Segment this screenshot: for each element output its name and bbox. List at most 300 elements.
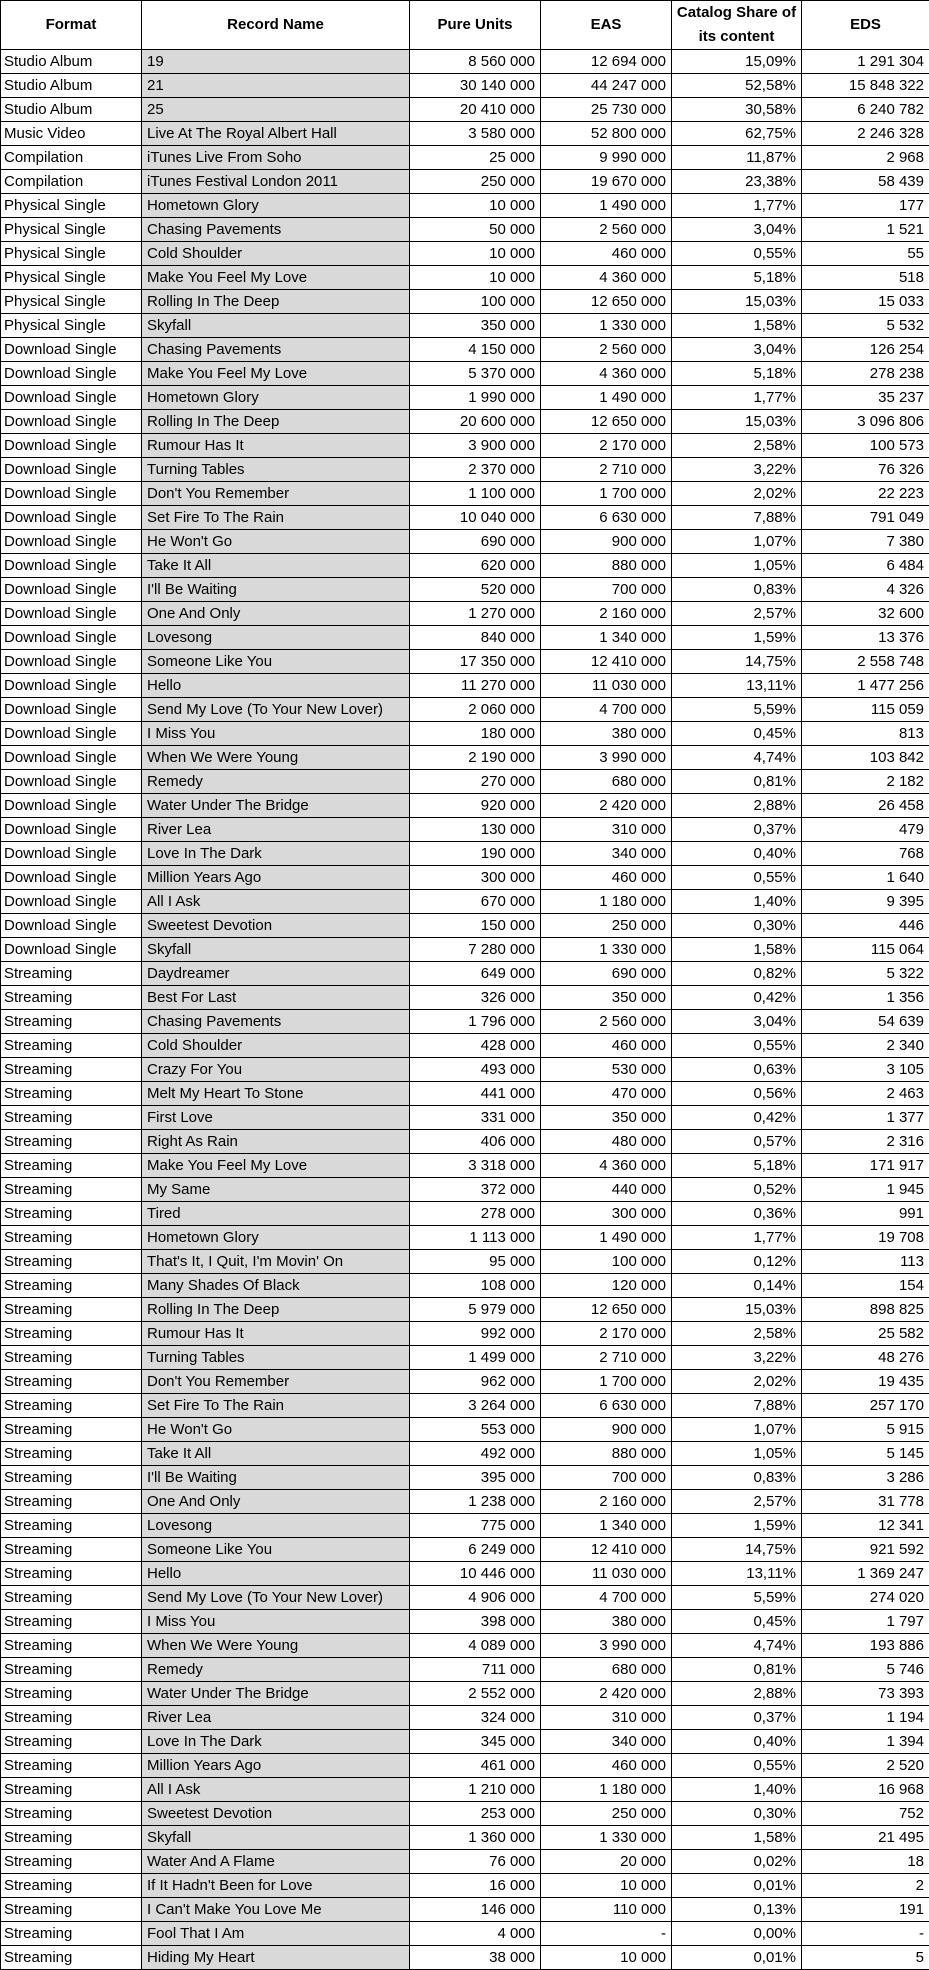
cell-format: Download Single — [1, 698, 142, 722]
cell-format: Streaming — [1, 1850, 142, 1874]
table-row — [1, 362, 929, 386]
table-row — [1, 98, 929, 122]
cell-pure-units: 690 000 — [410, 530, 541, 554]
cell-record-name: Remedy — [142, 770, 410, 794]
cell-pure-units: 1 990 000 — [410, 386, 541, 410]
cell-eas: 690 000 — [541, 962, 672, 986]
table-row — [1, 410, 929, 434]
cell-catalog-share: 1,05% — [672, 554, 802, 578]
cell-pure-units: 4 000 — [410, 1922, 541, 1946]
cell-pure-units: 350 000 — [410, 314, 541, 338]
cell-pure-units: 278 000 — [410, 1202, 541, 1226]
cell-format: Download Single — [1, 722, 142, 746]
cell-eds: 4 326 — [802, 578, 929, 602]
cell-pure-units: 100 000 — [410, 290, 541, 314]
table-row — [1, 1082, 929, 1106]
cell-pure-units: 461 000 — [410, 1754, 541, 1778]
cell-pure-units: 406 000 — [410, 1130, 541, 1154]
cell-catalog-share: 30,58% — [672, 98, 802, 122]
cell-pure-units: 10 000 — [410, 242, 541, 266]
cell-eds: 1 640 — [802, 866, 929, 890]
cell-catalog-share: 13,11% — [672, 674, 802, 698]
cell-record-name: iTunes Festival London 2011 — [142, 170, 410, 194]
table-row — [1, 1562, 929, 1586]
cell-format: Download Single — [1, 458, 142, 482]
cell-catalog-share: 0,82% — [672, 962, 802, 986]
cell-pure-units: 620 000 — [410, 554, 541, 578]
cell-pure-units: 775 000 — [410, 1514, 541, 1538]
cell-pure-units: 492 000 — [410, 1442, 541, 1466]
table-row — [1, 1538, 929, 1562]
cell-eas: 1 340 000 — [541, 626, 672, 650]
cell-format: Streaming — [1, 1298, 142, 1322]
table-row — [1, 1130, 929, 1154]
table-row — [1, 1826, 929, 1850]
cell-pure-units: 649 000 — [410, 962, 541, 986]
cell-catalog-share: 52,58% — [672, 74, 802, 98]
cell-eds: 73 393 — [802, 1682, 929, 1706]
cell-pure-units: 345 000 — [410, 1730, 541, 1754]
table-row — [1, 1802, 929, 1826]
cell-eds: 5 746 — [802, 1658, 929, 1682]
cell-record-name: I Miss You — [142, 1610, 410, 1634]
cell-format: Streaming — [1, 1154, 142, 1178]
cell-pure-units: 428 000 — [410, 1034, 541, 1058]
cell-pure-units: 4 150 000 — [410, 338, 541, 362]
cell-format: Streaming — [1, 1034, 142, 1058]
cell-catalog-share: 0,02% — [672, 1850, 802, 1874]
cell-record-name: My Same — [142, 1178, 410, 1202]
cell-catalog-share: 2,88% — [672, 1682, 802, 1706]
cell-record-name: Rumour Has It — [142, 1322, 410, 1346]
cell-eas: 52 800 000 — [541, 122, 672, 146]
cell-pure-units: 253 000 — [410, 1802, 541, 1826]
cell-eds: 1 291 304 — [802, 50, 929, 74]
cell-record-name: Someone Like You — [142, 650, 410, 674]
cell-record-name: Take It All — [142, 1442, 410, 1466]
cell-catalog-share: 0,40% — [672, 842, 802, 866]
cell-pure-units: 11 270 000 — [410, 674, 541, 698]
cell-pure-units: 670 000 — [410, 890, 541, 914]
cell-format: Download Single — [1, 674, 142, 698]
cell-catalog-share: 4,74% — [672, 746, 802, 770]
cell-eas: 1 330 000 — [541, 314, 672, 338]
cell-pure-units: 2 552 000 — [410, 1682, 541, 1706]
cell-eas: 11 030 000 — [541, 1562, 672, 1586]
cell-pure-units: 711 000 — [410, 1658, 541, 1682]
cell-record-name: Chasing Pavements — [142, 1010, 410, 1034]
cell-format: Streaming — [1, 1490, 142, 1514]
cell-catalog-share: 1,40% — [672, 1778, 802, 1802]
cell-eas: 440 000 — [541, 1178, 672, 1202]
table-row — [1, 962, 929, 986]
cell-eds: 16 968 — [802, 1778, 929, 1802]
cell-format: Streaming — [1, 1178, 142, 1202]
cell-format: Streaming — [1, 1706, 142, 1730]
cell-record-name: Lovesong — [142, 626, 410, 650]
cell-format: Streaming — [1, 1202, 142, 1226]
cell-record-name: I'll Be Waiting — [142, 578, 410, 602]
cell-record-name: iTunes Live From Soho — [142, 146, 410, 170]
cell-format: Streaming — [1, 1682, 142, 1706]
cell-catalog-share: 1,59% — [672, 626, 802, 650]
cell-record-name: Send My Love (To Your New Lover) — [142, 698, 410, 722]
cell-eds: 2 463 — [802, 1082, 929, 1106]
cell-catalog-share: 0,01% — [672, 1874, 802, 1898]
cell-format: Download Single — [1, 602, 142, 626]
table-row — [1, 1058, 929, 1082]
cell-pure-units: 2 190 000 — [410, 746, 541, 770]
cell-eas: 2 710 000 — [541, 1346, 672, 1370]
cell-record-name: Set Fire To The Rain — [142, 1394, 410, 1418]
cell-catalog-share: 0,55% — [672, 242, 802, 266]
cell-eas: 100 000 — [541, 1250, 672, 1274]
table-row — [1, 626, 929, 650]
cell-catalog-share: 5,18% — [672, 362, 802, 386]
header-eds: EDS — [802, 1, 929, 50]
cell-eds: 58 439 — [802, 170, 929, 194]
cell-record-name: Lovesong — [142, 1514, 410, 1538]
cell-format: Streaming — [1, 1802, 142, 1826]
cell-format: Physical Single — [1, 314, 142, 338]
table-row — [1, 1610, 929, 1634]
table-row — [1, 1322, 929, 1346]
cell-format: Streaming — [1, 1658, 142, 1682]
cell-eas: 10 000 — [541, 1946, 672, 1970]
cell-record-name: 21 — [142, 74, 410, 98]
cell-eas: 530 000 — [541, 1058, 672, 1082]
cell-eas: 300 000 — [541, 1202, 672, 1226]
cell-record-name: Daydreamer — [142, 962, 410, 986]
table-row — [1, 170, 929, 194]
cell-eas: 250 000 — [541, 914, 672, 938]
table-row — [1, 1394, 929, 1418]
cell-record-name: Cold Shoulder — [142, 242, 410, 266]
table-row — [1, 122, 929, 146]
cell-format: Streaming — [1, 1418, 142, 1442]
cell-eas: 4 360 000 — [541, 266, 672, 290]
cell-pure-units: 76 000 — [410, 1850, 541, 1874]
cell-record-name: Rolling In The Deep — [142, 410, 410, 434]
cell-catalog-share: 5,59% — [672, 1586, 802, 1610]
cell-eas: 1 330 000 — [541, 938, 672, 962]
cell-format: Streaming — [1, 1634, 142, 1658]
cell-catalog-share: 3,04% — [672, 338, 802, 362]
table-row — [1, 482, 929, 506]
cell-eds: 5 — [802, 1946, 929, 1970]
cell-pure-units: 553 000 — [410, 1418, 541, 1442]
table-row — [1, 1154, 929, 1178]
cell-pure-units: 992 000 — [410, 1322, 541, 1346]
cell-format: Download Single — [1, 866, 142, 890]
table-row — [1, 986, 929, 1010]
cell-eds: 752 — [802, 1802, 929, 1826]
cell-pure-units: 5 979 000 — [410, 1298, 541, 1322]
cell-catalog-share: 15,03% — [672, 410, 802, 434]
cell-record-name: He Won't Go — [142, 1418, 410, 1442]
cell-eds: 2 520 — [802, 1754, 929, 1778]
cell-eds: - — [802, 1922, 929, 1946]
cell-catalog-share: 2,58% — [672, 434, 802, 458]
table-row — [1, 1754, 929, 1778]
cell-format: Streaming — [1, 1058, 142, 1082]
cell-eas: 350 000 — [541, 1106, 672, 1130]
table-row — [1, 1034, 929, 1058]
cell-eds: 25 582 — [802, 1322, 929, 1346]
cell-format: Streaming — [1, 1226, 142, 1250]
cell-eas: 19 670 000 — [541, 170, 672, 194]
cell-eas: 480 000 — [541, 1130, 672, 1154]
cell-eas: 380 000 — [541, 722, 672, 746]
cell-catalog-share: 0,37% — [672, 818, 802, 842]
cell-format: Streaming — [1, 1874, 142, 1898]
cell-eds: 6 484 — [802, 554, 929, 578]
cell-eas: 340 000 — [541, 1730, 672, 1754]
cell-pure-units: 146 000 — [410, 1898, 541, 1922]
cell-record-name: Hometown Glory — [142, 386, 410, 410]
cell-format: Compilation — [1, 146, 142, 170]
table-row — [1, 1178, 929, 1202]
table-row — [1, 890, 929, 914]
cell-eas: 2 160 000 — [541, 602, 672, 626]
cell-eas: 1 700 000 — [541, 482, 672, 506]
cell-catalog-share: 2,58% — [672, 1322, 802, 1346]
cell-catalog-share: 0,42% — [672, 986, 802, 1010]
cell-eds: 31 778 — [802, 1490, 929, 1514]
cell-pure-units: 326 000 — [410, 986, 541, 1010]
cell-pure-units: 5 370 000 — [410, 362, 541, 386]
cell-format: Download Single — [1, 794, 142, 818]
cell-catalog-share: 0,40% — [672, 1730, 802, 1754]
cell-catalog-share: 1,05% — [672, 1442, 802, 1466]
cell-format: Download Single — [1, 914, 142, 938]
cell-format: Download Single — [1, 362, 142, 386]
cell-eas: 310 000 — [541, 818, 672, 842]
cell-format: Streaming — [1, 1442, 142, 1466]
cell-eas: 1 700 000 — [541, 1370, 672, 1394]
cell-format: Streaming — [1, 1394, 142, 1418]
cell-eas: 11 030 000 — [541, 674, 672, 698]
cell-record-name: Send My Love (To Your New Lover) — [142, 1586, 410, 1610]
cell-format: Streaming — [1, 1946, 142, 1970]
cell-eds: 5 915 — [802, 1418, 929, 1442]
cell-record-name: Hello — [142, 674, 410, 698]
cell-eds: 126 254 — [802, 338, 929, 362]
cell-eds: 5 322 — [802, 962, 929, 986]
cell-eds: 898 825 — [802, 1298, 929, 1322]
table-row — [1, 1658, 929, 1682]
cell-eds: 6 240 782 — [802, 98, 929, 122]
cell-eds: 1 521 — [802, 218, 929, 242]
cell-eas: 1 330 000 — [541, 1826, 672, 1850]
cell-pure-units: 4 906 000 — [410, 1586, 541, 1610]
cell-catalog-share: 0,63% — [672, 1058, 802, 1082]
table-row — [1, 1850, 929, 1874]
cell-catalog-share: 0,83% — [672, 1466, 802, 1490]
cell-catalog-share: 3,04% — [672, 1010, 802, 1034]
cell-catalog-share: 2,88% — [672, 794, 802, 818]
cell-catalog-share: 0,55% — [672, 1034, 802, 1058]
table-row — [1, 1946, 929, 1970]
table-row — [1, 1514, 929, 1538]
table-row — [1, 1370, 929, 1394]
cell-pure-units: 3 580 000 — [410, 122, 541, 146]
cell-eds: 19 708 — [802, 1226, 929, 1250]
cell-eds: 171 917 — [802, 1154, 929, 1178]
cell-eas: 2 420 000 — [541, 1682, 672, 1706]
cell-pure-units: 3 900 000 — [410, 434, 541, 458]
cell-catalog-share: 3,04% — [672, 218, 802, 242]
cell-record-name: Hiding My Heart — [142, 1946, 410, 1970]
table-row — [1, 698, 929, 722]
cell-format: Physical Single — [1, 266, 142, 290]
cell-record-name: He Won't Go — [142, 530, 410, 554]
cell-format: Download Single — [1, 938, 142, 962]
cell-eas: 1 180 000 — [541, 1778, 672, 1802]
cell-catalog-share: 14,75% — [672, 650, 802, 674]
cell-eds: 2 182 — [802, 770, 929, 794]
cell-catalog-share: 0,14% — [672, 1274, 802, 1298]
cell-record-name: Make You Feel My Love — [142, 266, 410, 290]
cell-eds: 1 377 — [802, 1106, 929, 1130]
table-row — [1, 1490, 929, 1514]
cell-eas: 110 000 — [541, 1898, 672, 1922]
cell-pure-units: 250 000 — [410, 170, 541, 194]
cell-eds: 76 326 — [802, 458, 929, 482]
cell-eds: 2 968 — [802, 146, 929, 170]
cell-eas: 4 360 000 — [541, 362, 672, 386]
cell-format: Streaming — [1, 1754, 142, 1778]
table-row — [1, 1730, 929, 1754]
cell-format: Streaming — [1, 1250, 142, 1274]
cell-pure-units: 1 210 000 — [410, 1778, 541, 1802]
table-row — [1, 338, 929, 362]
cell-record-name: River Lea — [142, 1706, 410, 1730]
cell-eas: 900 000 — [541, 530, 672, 554]
cell-format: Download Single — [1, 434, 142, 458]
cell-record-name: Hello — [142, 1562, 410, 1586]
cell-format: Download Single — [1, 338, 142, 362]
cell-format: Download Single — [1, 506, 142, 530]
table-row — [1, 1778, 929, 1802]
cell-catalog-share: 1,77% — [672, 1226, 802, 1250]
cell-format: Music Video — [1, 122, 142, 146]
cell-eds: 5 145 — [802, 1442, 929, 1466]
table-row — [1, 290, 929, 314]
table-row — [1, 842, 929, 866]
cell-eds: 22 223 — [802, 482, 929, 506]
cell-catalog-share: 2,57% — [672, 1490, 802, 1514]
cell-format: Studio Album — [1, 50, 142, 74]
cell-record-name: Water Under The Bridge — [142, 794, 410, 818]
cell-eds: 1 797 — [802, 1610, 929, 1634]
cell-record-name: Best For Last — [142, 986, 410, 1010]
cell-pure-units: 270 000 — [410, 770, 541, 794]
header-pure-units: Pure Units — [410, 1, 541, 50]
cell-format: Streaming — [1, 1130, 142, 1154]
cell-catalog-share: 0,81% — [672, 1658, 802, 1682]
cell-eas: 1 490 000 — [541, 194, 672, 218]
cell-record-name: When We Were Young — [142, 746, 410, 770]
cell-pure-units: 300 000 — [410, 866, 541, 890]
cell-eds: 3 286 — [802, 1466, 929, 1490]
cell-eds: 191 — [802, 1898, 929, 1922]
cell-eas: 12 410 000 — [541, 1538, 672, 1562]
cell-format: Studio Album — [1, 74, 142, 98]
table-row — [1, 1442, 929, 1466]
cell-eas: 460 000 — [541, 1754, 672, 1778]
cell-pure-units: 10 040 000 — [410, 506, 541, 530]
cell-eas: 900 000 — [541, 1418, 672, 1442]
cell-record-name: First Love — [142, 1106, 410, 1130]
table-row — [1, 1010, 929, 1034]
cell-eds: 55 — [802, 242, 929, 266]
cell-pure-units: 441 000 — [410, 1082, 541, 1106]
cell-eas: 12 694 000 — [541, 50, 672, 74]
cell-eds: 26 458 — [802, 794, 929, 818]
cell-eds: 32 600 — [802, 602, 929, 626]
table-row — [1, 1106, 929, 1130]
cell-pure-units: 30 140 000 — [410, 74, 541, 98]
cell-pure-units: 331 000 — [410, 1106, 541, 1130]
cell-eds: 35 237 — [802, 386, 929, 410]
cell-catalog-share: 4,74% — [672, 1634, 802, 1658]
table-row — [1, 530, 929, 554]
cell-format: Download Single — [1, 578, 142, 602]
cell-record-name: Chasing Pavements — [142, 218, 410, 242]
cell-eas: 1 340 000 — [541, 1514, 672, 1538]
cell-format: Streaming — [1, 1106, 142, 1130]
cell-catalog-share: 7,88% — [672, 506, 802, 530]
table-row — [1, 1250, 929, 1274]
cell-eds: 103 842 — [802, 746, 929, 770]
cell-record-name: Skyfall — [142, 1826, 410, 1850]
table-row — [1, 1898, 929, 1922]
header-eas: EAS — [541, 1, 672, 50]
cell-format: Download Single — [1, 554, 142, 578]
cell-record-name: Rolling In The Deep — [142, 290, 410, 314]
cell-eds: 177 — [802, 194, 929, 218]
cell-record-name: Hometown Glory — [142, 1226, 410, 1250]
cell-eds: 446 — [802, 914, 929, 938]
cell-eds: 479 — [802, 818, 929, 842]
cell-eas: 12 650 000 — [541, 1298, 672, 1322]
cell-pure-units: 398 000 — [410, 1610, 541, 1634]
cell-format: Physical Single — [1, 218, 142, 242]
table-row — [1, 1586, 929, 1610]
cell-catalog-share: 0,55% — [672, 1754, 802, 1778]
cell-pure-units: 16 000 — [410, 1874, 541, 1898]
table-row — [1, 1874, 929, 1898]
cell-eas: 4 360 000 — [541, 1154, 672, 1178]
cell-record-name: Million Years Ago — [142, 866, 410, 890]
table-row — [1, 1226, 929, 1250]
cell-eds: 7 380 — [802, 530, 929, 554]
cell-eds: 1 945 — [802, 1178, 929, 1202]
cell-catalog-share: 11,87% — [672, 146, 802, 170]
cell-eas: 12 410 000 — [541, 650, 672, 674]
cell-eas: - — [541, 1922, 672, 1946]
table-row — [1, 194, 929, 218]
cell-format: Download Single — [1, 530, 142, 554]
cell-catalog-share: 15,03% — [672, 290, 802, 314]
cell-format: Streaming — [1, 1778, 142, 1802]
table-row — [1, 650, 929, 674]
table-row — [1, 818, 929, 842]
cell-pure-units: 3 264 000 — [410, 1394, 541, 1418]
table-row — [1, 386, 929, 410]
cell-pure-units: 20 410 000 — [410, 98, 541, 122]
